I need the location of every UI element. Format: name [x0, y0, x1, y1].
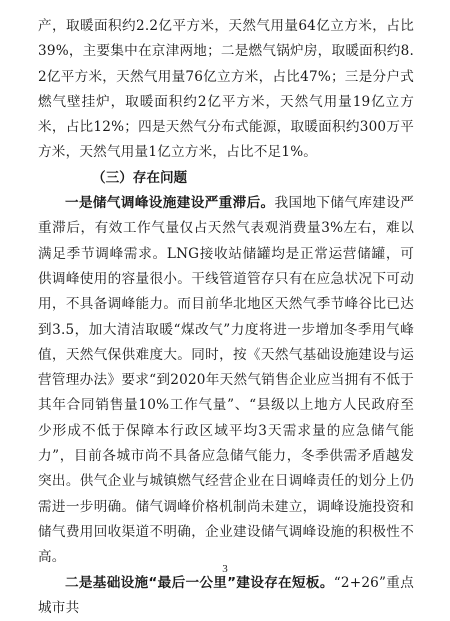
- paragraph-storage-peak-shaving: [38, 191, 414, 570]
- continued-paragraph: 产，取暖面积约2.2亿平方米，天然气用量64亿立方米，占比39%，主要集中在京津两地；二是燃气锅炉房，取暖面积约8.2亿平方米，天然气用量76亿立方米，占比47%；三是分户式燃气壁挂炉，取暖面积约2亿平方米，天然气用量19亿立方米，占比12%；四是天然气分布式能源，取暖面积约300万平方米，天然气用量1亿立方米，占比不足1%。: [38, 18, 414, 161]
- paragraph-last-mile: [38, 571, 414, 621]
- page-number: 3: [222, 563, 228, 575]
- paragraph-body: “2+26”重点城市共: [38, 574, 414, 616]
- section-heading: （三）存在问题: [92, 169, 188, 186]
- document-page: [38, 14, 414, 621]
- paragraph-lead: 二是基础设施“最后一公里”建设存在短板。: [65, 574, 334, 591]
- paragraph-body: 我国地下储气库建设严重滞后，有效工作气量仅占天然气表观消费量3%左右，难以满足季节调峰需求。LNG接收站储罐均是正常运营储罐，可供调峰使用的容量很小。干线管道管存只有在应急状况下可动用，不具备调峰能力。而目前华北地区天然气季节峰谷比已达到3.5，加大清洁取暖“煤改气”力度将进一步增加冬季用气峰值，天然气保供难度大。同时，按《天然气基础设施建设与运营管理办法》要求“到2020年天然气销售企业应当拥有不低于其年合同销售量10%工作气量”、“县级以上地方人民政府至少形成不低于保障本行政区域平均3天需求量的应急储气能力”，目前各城市尚不具备应急储气能力，冬季供需矛盾越发突出。供气企业与城镇燃气经营企业在日调峰责任的划分上仍需进一步明确。储气调峰价格机制尚未建立，调峰设施投资和储气费用回收渠道不明确，企业建设储气调峰设施的积极性不高。: [38, 195, 415, 566]
- paragraph-lead: 一是储气调峰设施建设严重滞后。: [65, 195, 275, 212]
